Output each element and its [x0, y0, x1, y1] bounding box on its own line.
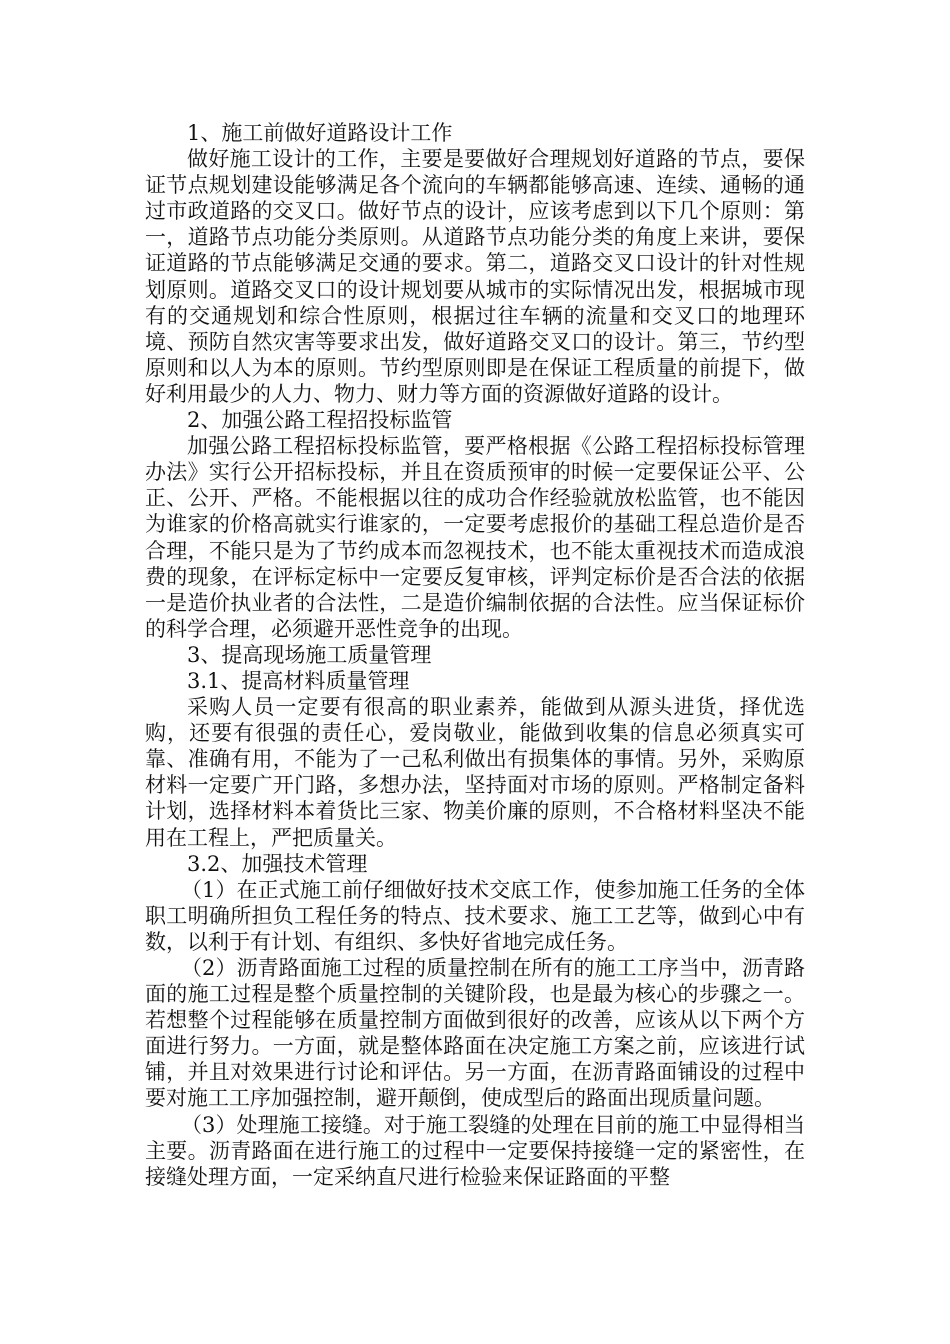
heading-1: 1、施工前做好道路设计工作 [187, 121, 453, 145]
subheading-3-2: 3.2、加强技术管理 [187, 851, 368, 876]
document-body [145, 120, 805, 1190]
body-paragraph: 做好施工设计的工作，主要是要做好合理规划好道路的节点，要保证节点规划建设能够满足各个流向的车辆都能够高速、连续、通畅的通过市政道路的交叉口。做好节点的设计，应该考虑到以下几个原则：第一，道路节点功能分类原则。从道路节点功能分类的角度上来讲，要保证道路的节点能够满足交通的要求。第二，道路交叉口设计的针对性规划原则。道路交叉口的设计规划要从城市的实际情况出发，根据城市现有的交通规划和综合性原则，根据过往车辆的流量和交叉口的地理环境、预防自然灾害等要求出发，做好道路交叉口的设计。第三，节约型原则和以人为本的原则。节约型原则即是在保证工程质量的前提下，做好利用最少的人力、物力、财力等方面的资源做好道路的设计。 [145, 147, 805, 406]
body-paragraph: 采购人员一定要有很高的职业素养，能做到从源头进货，择优选购，还要有很强的责任心，爱岗敬业，能做到收集的信息必须真实可靠、准确有用，不能为了一己私利做出有损集体的事情。另外，采购原材料一定要广开门路，多想办法，坚持面对市场的原则。严格制定备料计划，选择材料本着货比三家、物美价廉的原则，不合格材料坚决不能用在工程上，严把质量关。 [145, 695, 805, 850]
list-item: （2）沥青路面施工过程的质量控制在所有的施工工序当中，沥青路面的施工过程是整个质量控制的关键阶段，也是最为核心的步骤之一。若想整个过程能够在质量控制方面做到很好的改善，应该从以下两个方面进行努力。一方面，就是整体路面在决定施工方案之前，应该进行试铺，并且对效果进行讨论和评估。另一方面，在沥青路面铺设的过程中要对施工工序加强控制，避开颠倒，使成型后的路面出现质量问题。 [145, 956, 805, 1111]
list-item: （1）在正式施工前仔细做好技术交底工作，使参加施工任务的全体职工明确所担负工程任务的特点、技术要求、施工工艺等，做到心中有数，以利于有计划、有组织、多快好省地完成任务。 [145, 877, 805, 954]
heading-2: 2、加强公路工程招投标监管 [187, 408, 453, 433]
body-paragraph: 加强公路工程招标投标监管，要严格根据《公路工程招标投标管理办法》实行公开招标投标，并且在资质预审的时候一定要保证公平、公正、公开、严格。不能根据以往的成功合作经验就放松监管，也不能因为谁家的价格高就实行谁家的，一定要考虑报价的基础工程总造价是否合理，不能只是为了节约成本而忽视技术，也不能太重视技术而造成浪费的现象，在评标定标中一定要反复审核，评判定标价是否合法的依据一是造价执业者的合法性，二是造价编制依据的合法性。应当保证标价的科学合理，必须避开恶性竞争的出现。 [145, 434, 805, 641]
subheading-3-1: 3.1、提高材料质量管理 [187, 668, 410, 693]
list-item: （3）处理施工接缝。对于施工裂缝的处理在目前的施工中显得相当主要。沥青路面在进行施工的过程中一定要保持接缝一定的紧密性，在接缝处理方面，一定采纳直尺进行检验来保证路面的平整 [145, 1112, 805, 1189]
heading-3: 3、提高现场施工质量管理 [187, 642, 432, 667]
